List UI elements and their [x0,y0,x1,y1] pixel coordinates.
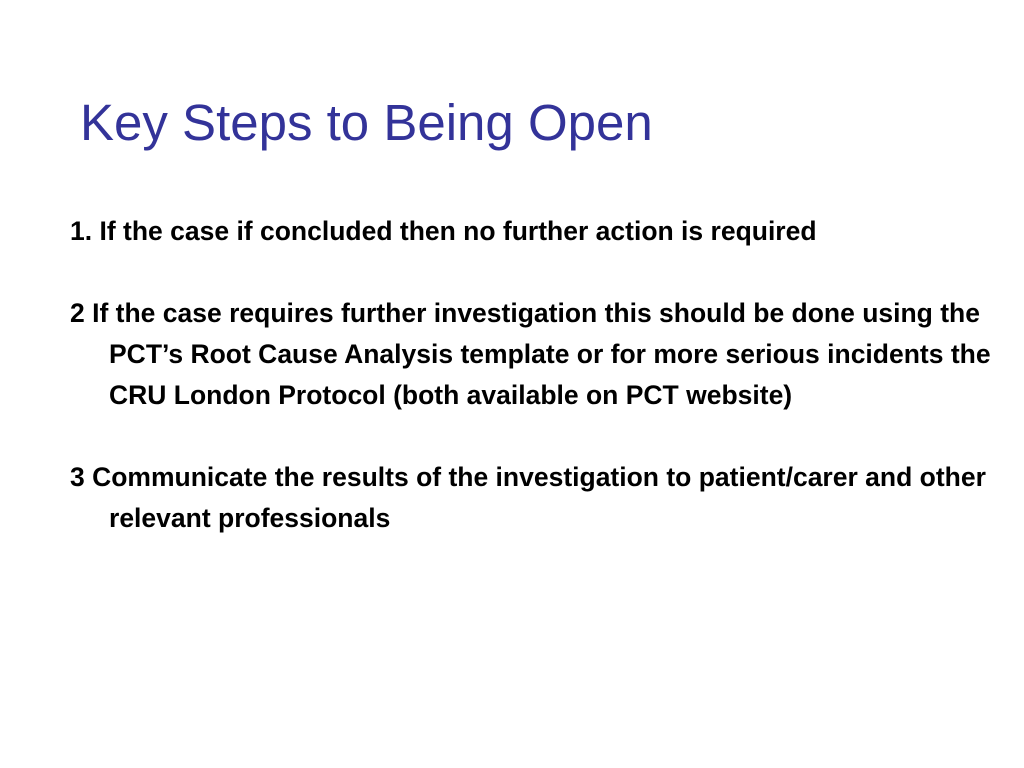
slide-title: Key Steps to Being Open [80,94,653,151]
slide-body-list [70,211,1010,539]
list-item: 1. If the case if concluded then no further action is required [70,216,817,246]
list-item: 2 If the case requires further investigation this should be done using the PCT’s Root Cause Analysis template or for more serious incidents the CRU London Protocol (both available on PCT website) [70,298,991,410]
list-item: 3 Communicate the results of the investigation to patient/carer and other relevant professionals [70,462,986,533]
